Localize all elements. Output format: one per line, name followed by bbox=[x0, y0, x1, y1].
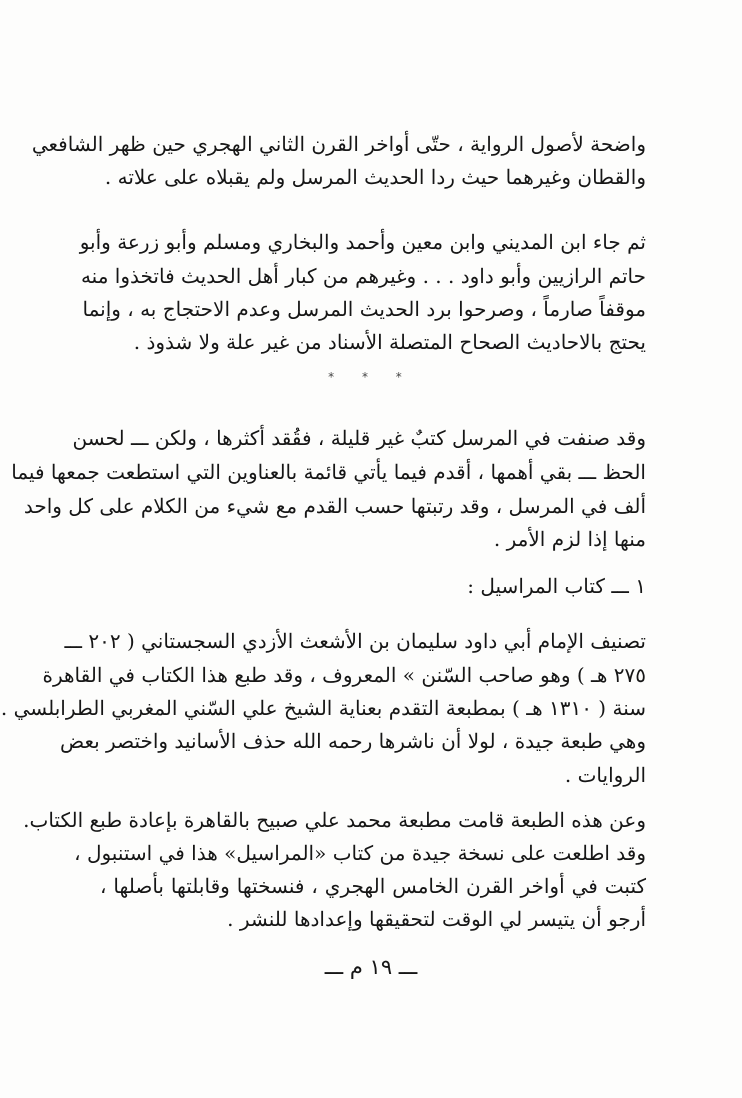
text-line: وعن هذه الطبعة قامت مطبعة محمد علي صبيح بالقاهرة بإعادة طبع الكتاب. bbox=[23, 808, 646, 832]
text-line: وقد اطلعت على نسخة جيدة من كتاب «المراسيل» هذا في استنبول ، bbox=[74, 841, 646, 865]
text-line: موقفاً صارماً ، وصرحوا برد الحديث المرسل وعدم الاحتجاج به ، وإنما bbox=[82, 297, 646, 321]
text-line: الحظ ـــ بقي أهمها ، أقدم فيما يأتي قائمة بالعناوين التي استطعت جمعها فيما bbox=[11, 460, 646, 484]
text-line: كتبت في أواخر القرن الخامس الهجري ، فنسختها وقابلتها بأصلها ، bbox=[100, 874, 646, 898]
text-line: ثم جاء ابن المديني وابن معين وأحمد والبخاري ومسلم وأبو زرعة وأبو bbox=[79, 230, 646, 254]
section-separator: * * * bbox=[328, 370, 414, 384]
text-line: منها إذا لزم الأمر . bbox=[493, 527, 646, 551]
text-line: واضحة لأصول الرواية ، حتّى أواخر القرن الثاني الهجري حين ظهر الشافعي bbox=[31, 132, 646, 156]
text-line: ٢٧٥ هـ ) وهو صاحب السّنن » المعروف ، وقد طبع هذا الكتاب في القاهرة bbox=[42, 663, 646, 687]
text-line: ألف في المرسل ، وقد رتبتها حسب القدم مع شيء من الكلام على كل واحد bbox=[23, 494, 646, 518]
text-line: أرجو أن يتيسر لي الوقت لتحقيقها وإعدادها للنشر . bbox=[227, 907, 646, 931]
text-line: وهي طبعة جيدة ، لولا أن ناشرها رحمه الله حذف الأسانيد واختصر بعض bbox=[59, 729, 646, 753]
text-line: والقطان وغيرهما حيث ردا الحديث المرسل ولم يقبلاه على علاته . bbox=[104, 165, 646, 189]
page-number: ـــ ١٩ م ـــ bbox=[324, 955, 418, 979]
text-line: الروايات . bbox=[564, 763, 646, 787]
text-line: سنة ( ١٣١٠ هـ ) بمطبعة التقدم بعناية الشيخ علي السّني المغربي الطرابلسي . bbox=[0, 696, 646, 720]
text-line: يحتج بالاحاديث الصحاح المتصلة الأسناد من غير علة ولا شذوذ . bbox=[133, 330, 646, 354]
text-line: وقد صنفت في المرسل كتبٌ غير قليلة ، فقُقد أكثرها ، ولكن ـــ لحسن bbox=[72, 426, 646, 450]
heading-kitab-al-marasil: ١ ـــ كتاب المراسيل : bbox=[467, 574, 646, 598]
text-line: تصنيف الإمام أبي داود سليمان بن الأشعث الأزدي السجستاني ( ٢٠٢ ـــ bbox=[64, 629, 646, 653]
text-line: حاتم الرازيين وأبو داود . . . وغيرهم من كبار أهل الحديث فاتخذوا منه bbox=[80, 264, 646, 288]
